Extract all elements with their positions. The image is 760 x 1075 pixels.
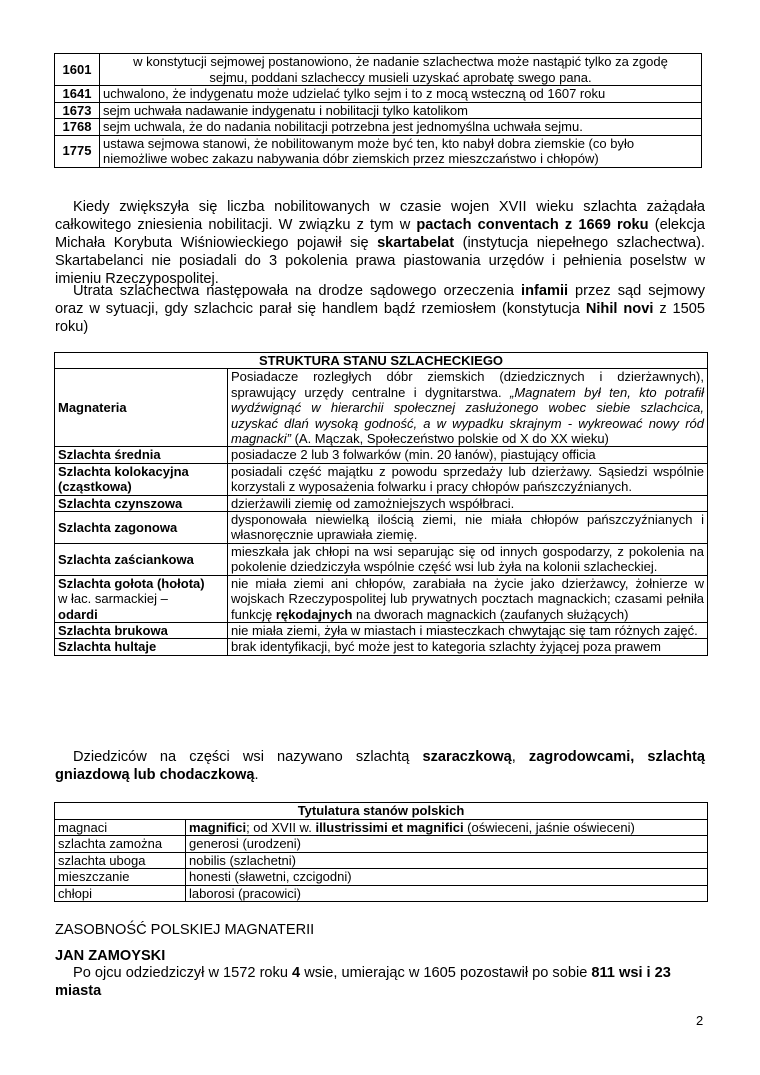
text-run: (instytucja niepełnego szlachectwa). Skartabelanci nie posiadali do 3 pokolenia prawa piastowania urzędów i pełnienia poselstw w imieniu Rzeczypospolitej. — [55, 235, 705, 287]
text-run: (oświeceni, jaśnie oświeceni) — [463, 819, 635, 835]
text-run: Dziedziców na części wsi nazywano szlachtą — [73, 749, 423, 765]
text-bold: odardi — [58, 606, 98, 622]
year-cell: 1641 — [55, 86, 100, 103]
table-row — [55, 512, 708, 544]
text-run: . — [254, 767, 259, 783]
text-bold: Nihil novi — [585, 301, 654, 317]
text-quote: „Magnatem był ten, kto potrafił wydźwignąć w hierarchii społecznej zasłużonego wobec siebie szlachcica, uzyskać dlań wysoką godność, a w wypadku skrajnym - wykreować nowy ród magnacki” — [231, 384, 705, 447]
table-row — [55, 885, 708, 902]
event-cell — [100, 135, 702, 167]
row-label: Szlachta zaściankowa — [55, 543, 228, 575]
text-run: (A. Mączak, Społeczeństwo polskie od X do XX wieku) — [290, 431, 609, 447]
text-run: nie miała ziemi ani chłopów, zarabiała na życie jako dzierżawcy, żołnierze w wojskach Rzeczypospolitej lub prywatnych pocztach magnackich; czasami pełniła funkcję — [231, 575, 704, 622]
row-description: mieszkała jak chłopi na wsi separując się od innych gospodarzy, z pokolenia na pokolenie dziedziczyła wspólnie część wsi lub żyła na kolonii szlacheckiej. — [228, 543, 708, 575]
subsection-heading: JAN ZAMOYSKI — [55, 948, 166, 964]
event-text-line: sejmu, poddani szlacheccy musieli uzyskać aprobatę swego pana. — [209, 69, 592, 85]
paragraph-zamoyski — [55, 964, 705, 1000]
row-label: Szlachta kolokacyjna (cząstkowa) — [55, 463, 228, 495]
title-cell: honesti (sławetni, czcigodni) — [186, 869, 708, 886]
estate-cell: magnaci — [55, 819, 186, 836]
text-bold: infamii — [521, 283, 569, 299]
text-run: ; od XVII w. — [246, 819, 316, 835]
text-bold: 4 — [292, 965, 301, 981]
table-row — [55, 495, 708, 511]
row-label: Szlachta hultaje — [55, 639, 228, 655]
text-bold: 811 wsi i 23 miasta — [55, 965, 671, 999]
text-bold: rękodajnych — [275, 606, 353, 622]
year-cell: 1673 — [55, 102, 100, 119]
table-row — [55, 54, 702, 86]
year-cell: 1775 — [55, 135, 100, 167]
text-run: , — [511, 749, 529, 765]
table-row — [55, 463, 708, 495]
row-label: Szlachta zagonowa — [55, 512, 228, 544]
text-bold: pactach conventach z 1669 roku — [416, 217, 649, 233]
title-cell — [186, 819, 708, 836]
event-cell: sejm uchwala, że do nadania nobilitacji potrzebna jest jednomyślna uchwała sejmu. — [100, 119, 702, 136]
text-run: z 1505 roku) — [55, 301, 706, 335]
estate-cell: szlachta uboga — [55, 852, 186, 869]
table-row — [55, 639, 708, 655]
table-row — [55, 869, 708, 886]
text-bold: Szlachta gołota (hołota) — [58, 575, 205, 591]
table-row — [55, 135, 702, 167]
table-header-row — [55, 353, 708, 369]
row-label: Szlachta brukowa — [55, 622, 228, 638]
event-cell — [100, 54, 702, 86]
text-run: Posiadacze rozległych dóbr ziemskich (dziedzicznych i dzierżawnych), sprawujący urzędy centralne i dygnitarstwa. — [231, 369, 704, 400]
row-description: nie miała ziemi, żyła w miastach i miasteczkach chwytając się tam różnych zajęć. — [228, 622, 708, 638]
title-cell: nobilis (szlachetni) — [186, 852, 708, 869]
table-row — [55, 447, 708, 463]
text-bold: szaraczkową — [422, 749, 512, 765]
table-row — [55, 819, 708, 836]
table-title: STRUKTURA STANU SZLACHECKIEGO — [55, 353, 708, 369]
table-row — [55, 622, 708, 638]
year-cell: 1601 — [55, 54, 100, 86]
table-row — [55, 836, 708, 853]
row-label: Szlachta czynszowa — [55, 495, 228, 511]
title-cell: laborosi (pracowici) — [186, 885, 708, 902]
text-bold: zagrodowcami, szlachtą gniazdową lub chodaczkową — [55, 749, 705, 783]
text-run: Kiedy zwiększyła się liczba nobilitowanych w czasie wojen XVII wieku szlachta zażądała całkowitego zniesienia nobilitacji. W związku z tym w — [55, 199, 705, 233]
table-title: Tytulatura stanów polskich — [55, 803, 708, 820]
row-description — [228, 369, 708, 447]
table-row — [55, 852, 708, 869]
page-number: 2 — [696, 1013, 704, 1028]
table-row — [55, 369, 708, 447]
row-description: posiadali część majątku z powodu sprzedaży lub dzierżawy. Sąsiedzi wspólnie korzystali z wyposażenia folwarku i pracy chłopów pańszczyźnianych. — [228, 463, 708, 495]
structure-table — [54, 352, 708, 656]
text-bold: magnifici — [189, 819, 247, 835]
row-description — [228, 575, 708, 622]
section-heading: ZASOBNOŚĆ POLSKIEJ MAGNATERII — [55, 922, 315, 938]
text-run: Utrata szlachectwa następowała na drodze sądowego orzeczenia — [73, 283, 522, 299]
table-row — [55, 119, 702, 136]
estate-cell: szlachta zamożna — [55, 836, 186, 853]
table-row — [55, 543, 708, 575]
row-description: brak identyfikacji, być może jest to kategoria szlachty żyjącej poza prawem — [228, 639, 708, 655]
row-label: Magnateria — [55, 369, 228, 447]
event-cell: uchwalono, że indygenatu może udzielać tylko sejm i to z mocą wsteczną od 1607 roku — [100, 86, 702, 103]
paragraph-loss-of-nobility — [55, 282, 705, 336]
event-text-line: ustawa sejmowa stanowi, że nobilitowanym może być ten, kto nabył dobra ziemskie (co było — [103, 135, 635, 151]
text-run: na dworach magnackich (zaufanych służących) — [352, 606, 629, 622]
title-cell: generosi (urodzeni) — [186, 836, 708, 853]
text-run: wsie, umierając w 1605 pozostawił po sobie — [300, 965, 592, 981]
event-cell: sejm uchwała nadawanie indygenatu i nobilitacji tylko katolikom — [100, 102, 702, 119]
row-description: posiadacze 2 lub 3 folwarków (min. 20 łanów), piastujący officia — [228, 447, 708, 463]
estate-cell: mieszczanie — [55, 869, 186, 886]
titles-table — [54, 802, 708, 902]
row-label: Szlachta średnia — [55, 447, 228, 463]
estate-cell: chłopi — [55, 885, 186, 902]
event-text-line: niemożliwe wobec zakazu nabywania dóbr ziemskich przez mieszczaństwo i chłopów) — [103, 151, 599, 166]
paragraph-nobilitation — [55, 198, 705, 288]
table-row — [55, 575, 708, 622]
text-run: (elekcja Michała Korybuta Wiśniowieckiego pojawił się — [55, 217, 706, 251]
text-run: Po ojcu odziedziczył w 1572 roku — [73, 965, 293, 981]
table-row — [55, 86, 702, 103]
table-row — [55, 102, 702, 119]
text-run: w łac. sarmackiej – — [58, 591, 168, 607]
text-run: przez sąd sejmowy oraz w sytuacji, gdy szlachcic parał się handlem bądź rzemiosłem (konstytucja — [55, 283, 705, 317]
row-description: dysponowała niewielką ilością ziemi, nie miała chłopów pańszczyźnianych i własnoręcznie uprawiała ziemię. — [228, 512, 708, 544]
text-bold: skartabelat — [377, 235, 455, 251]
paragraph-village-heirs — [55, 748, 705, 784]
row-label — [55, 575, 228, 622]
table-header-row — [55, 803, 708, 820]
year-cell: 1768 — [55, 119, 100, 136]
text-bold: illustrissimi et magnifici — [315, 819, 464, 835]
timeline-table — [54, 53, 702, 168]
row-description: dzierżawili ziemię od zamożniejszych współbraci. — [228, 495, 708, 511]
event-text-line: w konstytucji sejmowej postanowiono, że nadanie szlachectwa może nastąpić tylko za zgodę — [133, 54, 668, 69]
